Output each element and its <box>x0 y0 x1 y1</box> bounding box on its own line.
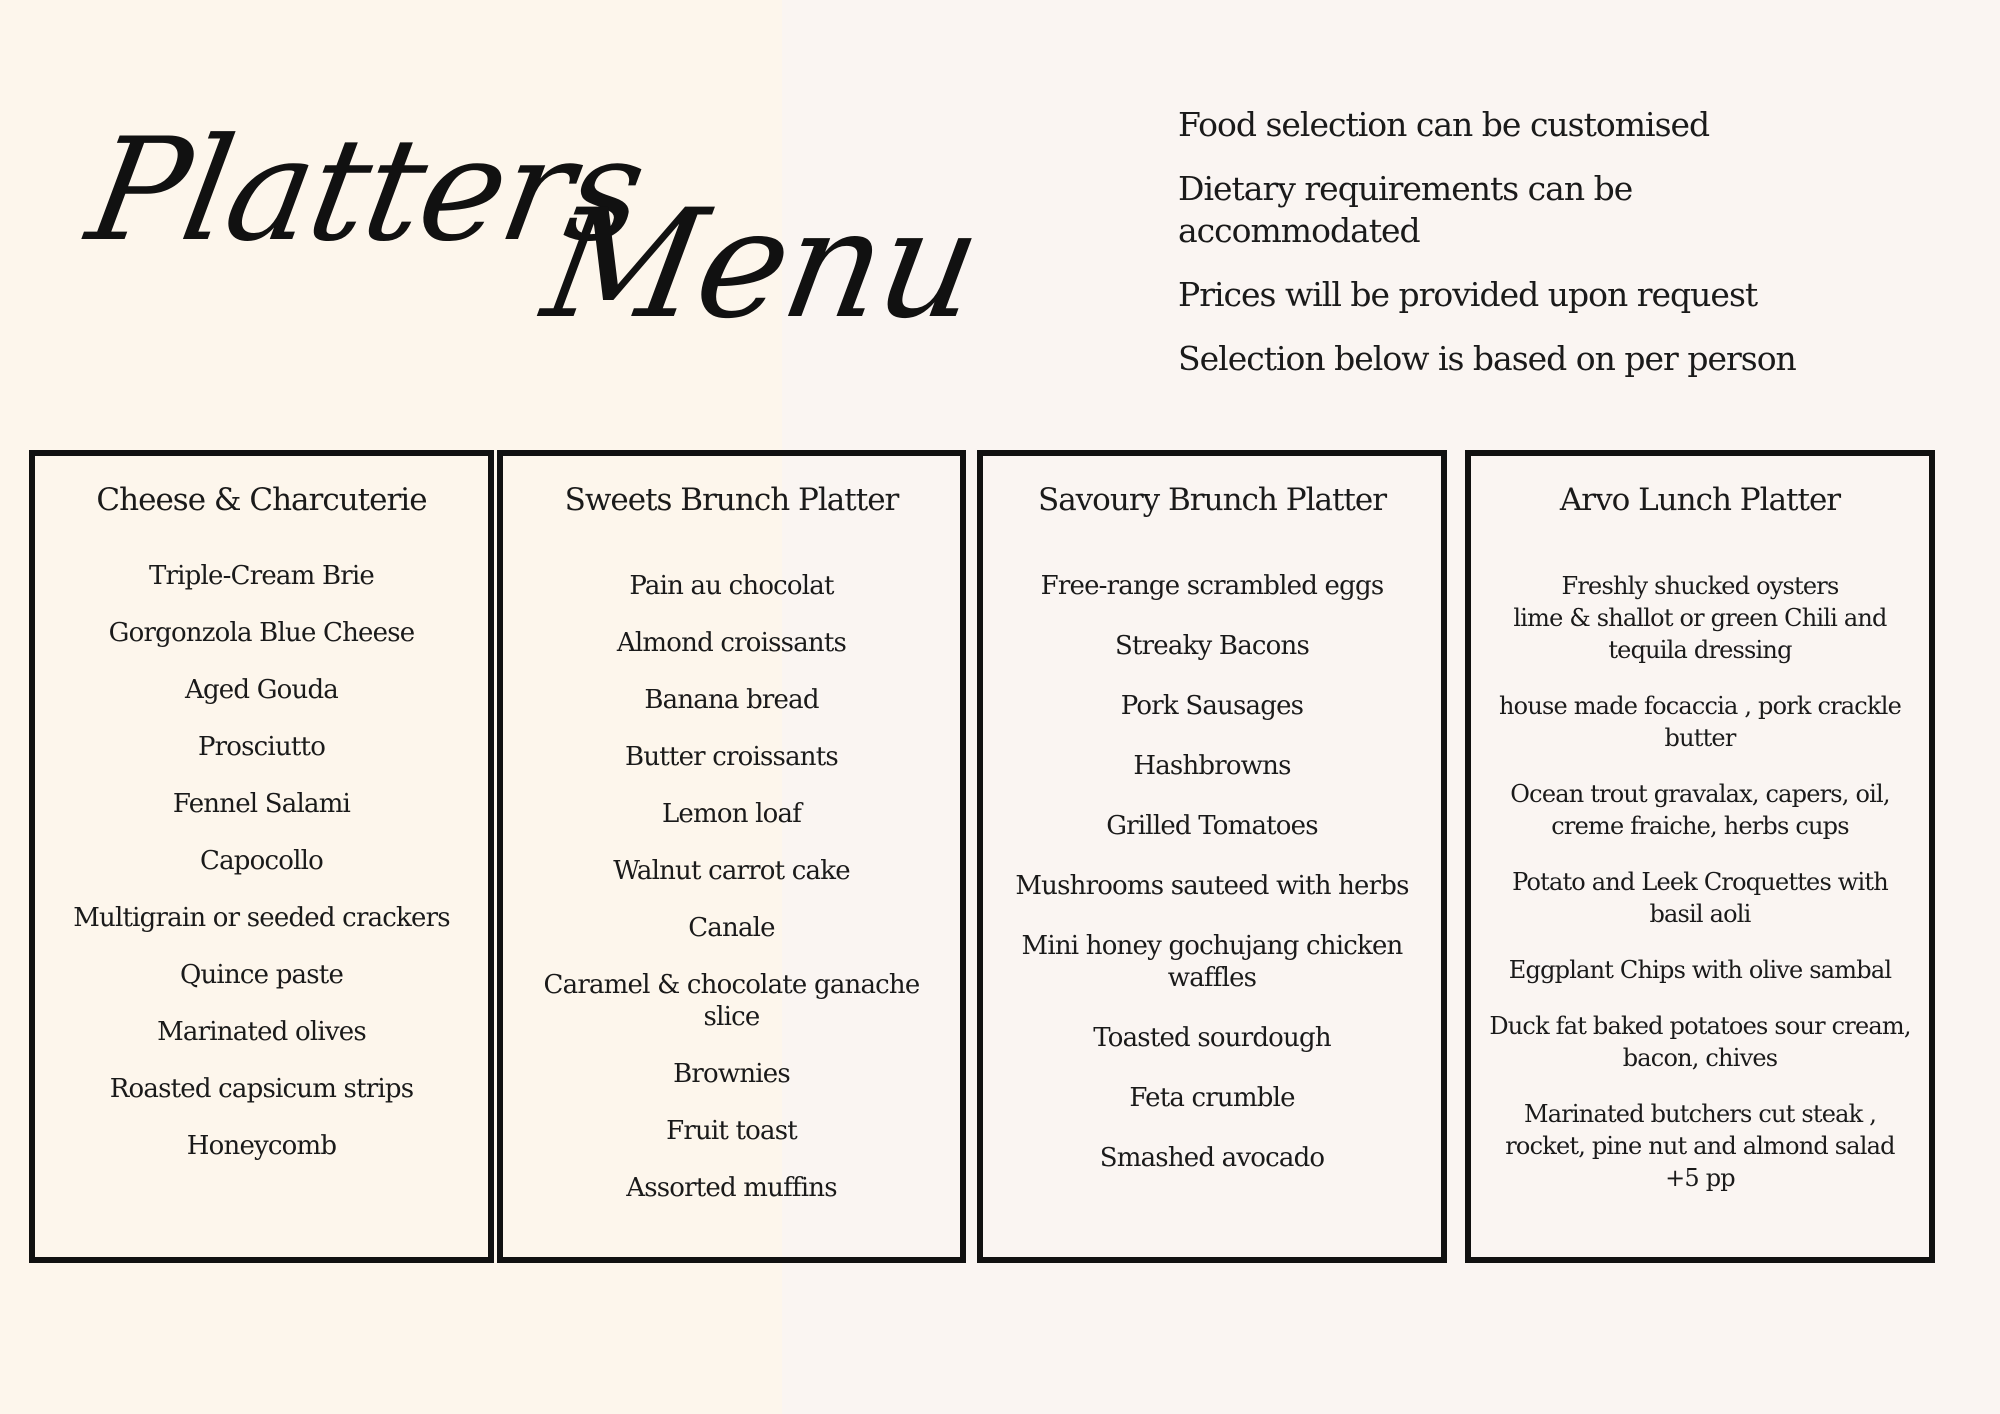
list-item: Lemon loaf <box>661 799 802 829</box>
list-item: Honeycomb <box>186 1131 337 1161</box>
list-item: Quince paste <box>179 960 344 990</box>
list-item: Pork Sausages <box>1120 691 1304 721</box>
list-item: Almond croissants <box>616 628 847 658</box>
platter-cheese-charcuterie <box>29 450 494 1263</box>
list-item: Aged Gouda <box>184 675 339 705</box>
list-item: Gorgonzola Blue Cheese <box>108 618 415 648</box>
list-item: Capocollo <box>200 846 323 876</box>
list-item: Banana bread <box>644 685 819 715</box>
list-item: Mushrooms sauteed with herbs <box>1015 871 1409 901</box>
list-item: Potato and Leek Croquettes with basil aoli <box>1512 868 1888 928</box>
list-item: Prosciutto <box>197 732 326 762</box>
list-item: Freshly shucked oysters lime & shallot or green Chili and tequila dressing <box>1513 572 1887 664</box>
platter-items <box>503 518 960 1204</box>
note-customised: Food selection can be customised <box>1178 105 1710 144</box>
menu-notes <box>1178 104 1818 402</box>
list-item: Duck fat baked potatoes sour cream, bacon, chives <box>1489 1012 1911 1072</box>
list-item: Multigrain or seeded crackers <box>73 903 450 933</box>
list-item: Butter croissants <box>625 742 838 772</box>
platter-items <box>1471 518 1929 1194</box>
list-item: Fruit toast <box>666 1116 797 1146</box>
note-dietary: Dietary requirements can be accommodated <box>1178 169 1633 250</box>
list-item: Eggplant Chips with olive sambal <box>1508 956 1892 984</box>
list-item: Marinated olives <box>157 1017 366 1047</box>
list-item: Caramel & chocolate ganache slice <box>543 970 920 1032</box>
list-item: Canale <box>688 913 775 943</box>
page-title-platters: Platters <box>77 108 656 273</box>
list-item: Triple-Cream Brie <box>149 561 374 591</box>
list-item: house made focaccia , pork crackle butter <box>1499 692 1901 752</box>
list-item: Assorted muffins <box>626 1173 837 1203</box>
list-item: Hashbrowns <box>1133 751 1291 781</box>
platter-title: Arvo Lunch Platter <box>1559 482 1841 518</box>
list-item: Smashed avocado <box>1099 1143 1325 1173</box>
list-item: Roasted capsicum strips <box>109 1074 414 1104</box>
list-item: Streaky Bacons <box>1115 631 1309 661</box>
list-item: Free-range scrambled eggs <box>1040 571 1384 601</box>
platter-sweets-brunch <box>497 450 966 1263</box>
page-title-menu: Menu <box>532 178 991 352</box>
platter-arvo-lunch <box>1465 450 1935 1263</box>
list-item: Walnut carrot cake <box>613 856 850 886</box>
platter-title: Savoury Brunch Platter <box>1037 482 1387 518</box>
list-item: Toasted sourdough <box>1093 1023 1331 1053</box>
list-item: Pain au chocolat <box>629 571 834 601</box>
note-per-person: Selection below is based on per person <box>1178 339 1796 378</box>
note-prices: Prices will be provided upon request <box>1178 275 1758 314</box>
platter-title: Sweets Brunch Platter <box>564 482 899 518</box>
platter-savoury-brunch <box>977 450 1447 1263</box>
list-item: Marinated butchers cut steak , rocket, pine nut and almond salad +5 pp <box>1505 1100 1895 1192</box>
platter-items <box>983 518 1441 1174</box>
platter-items <box>35 518 488 1162</box>
list-item: Ocean trout gravalax, capers, oil, creme fraiche, herbs cups <box>1510 780 1890 840</box>
list-item: Grilled Tomatoes <box>1106 811 1318 841</box>
platter-title: Cheese & Charcuterie <box>96 482 427 518</box>
list-item: Mini honey gochujang chicken waffles <box>1021 931 1403 993</box>
list-item: Feta crumble <box>1129 1083 1295 1113</box>
list-item: Fennel Salami <box>172 789 351 819</box>
list-item: Brownies <box>673 1059 790 1089</box>
